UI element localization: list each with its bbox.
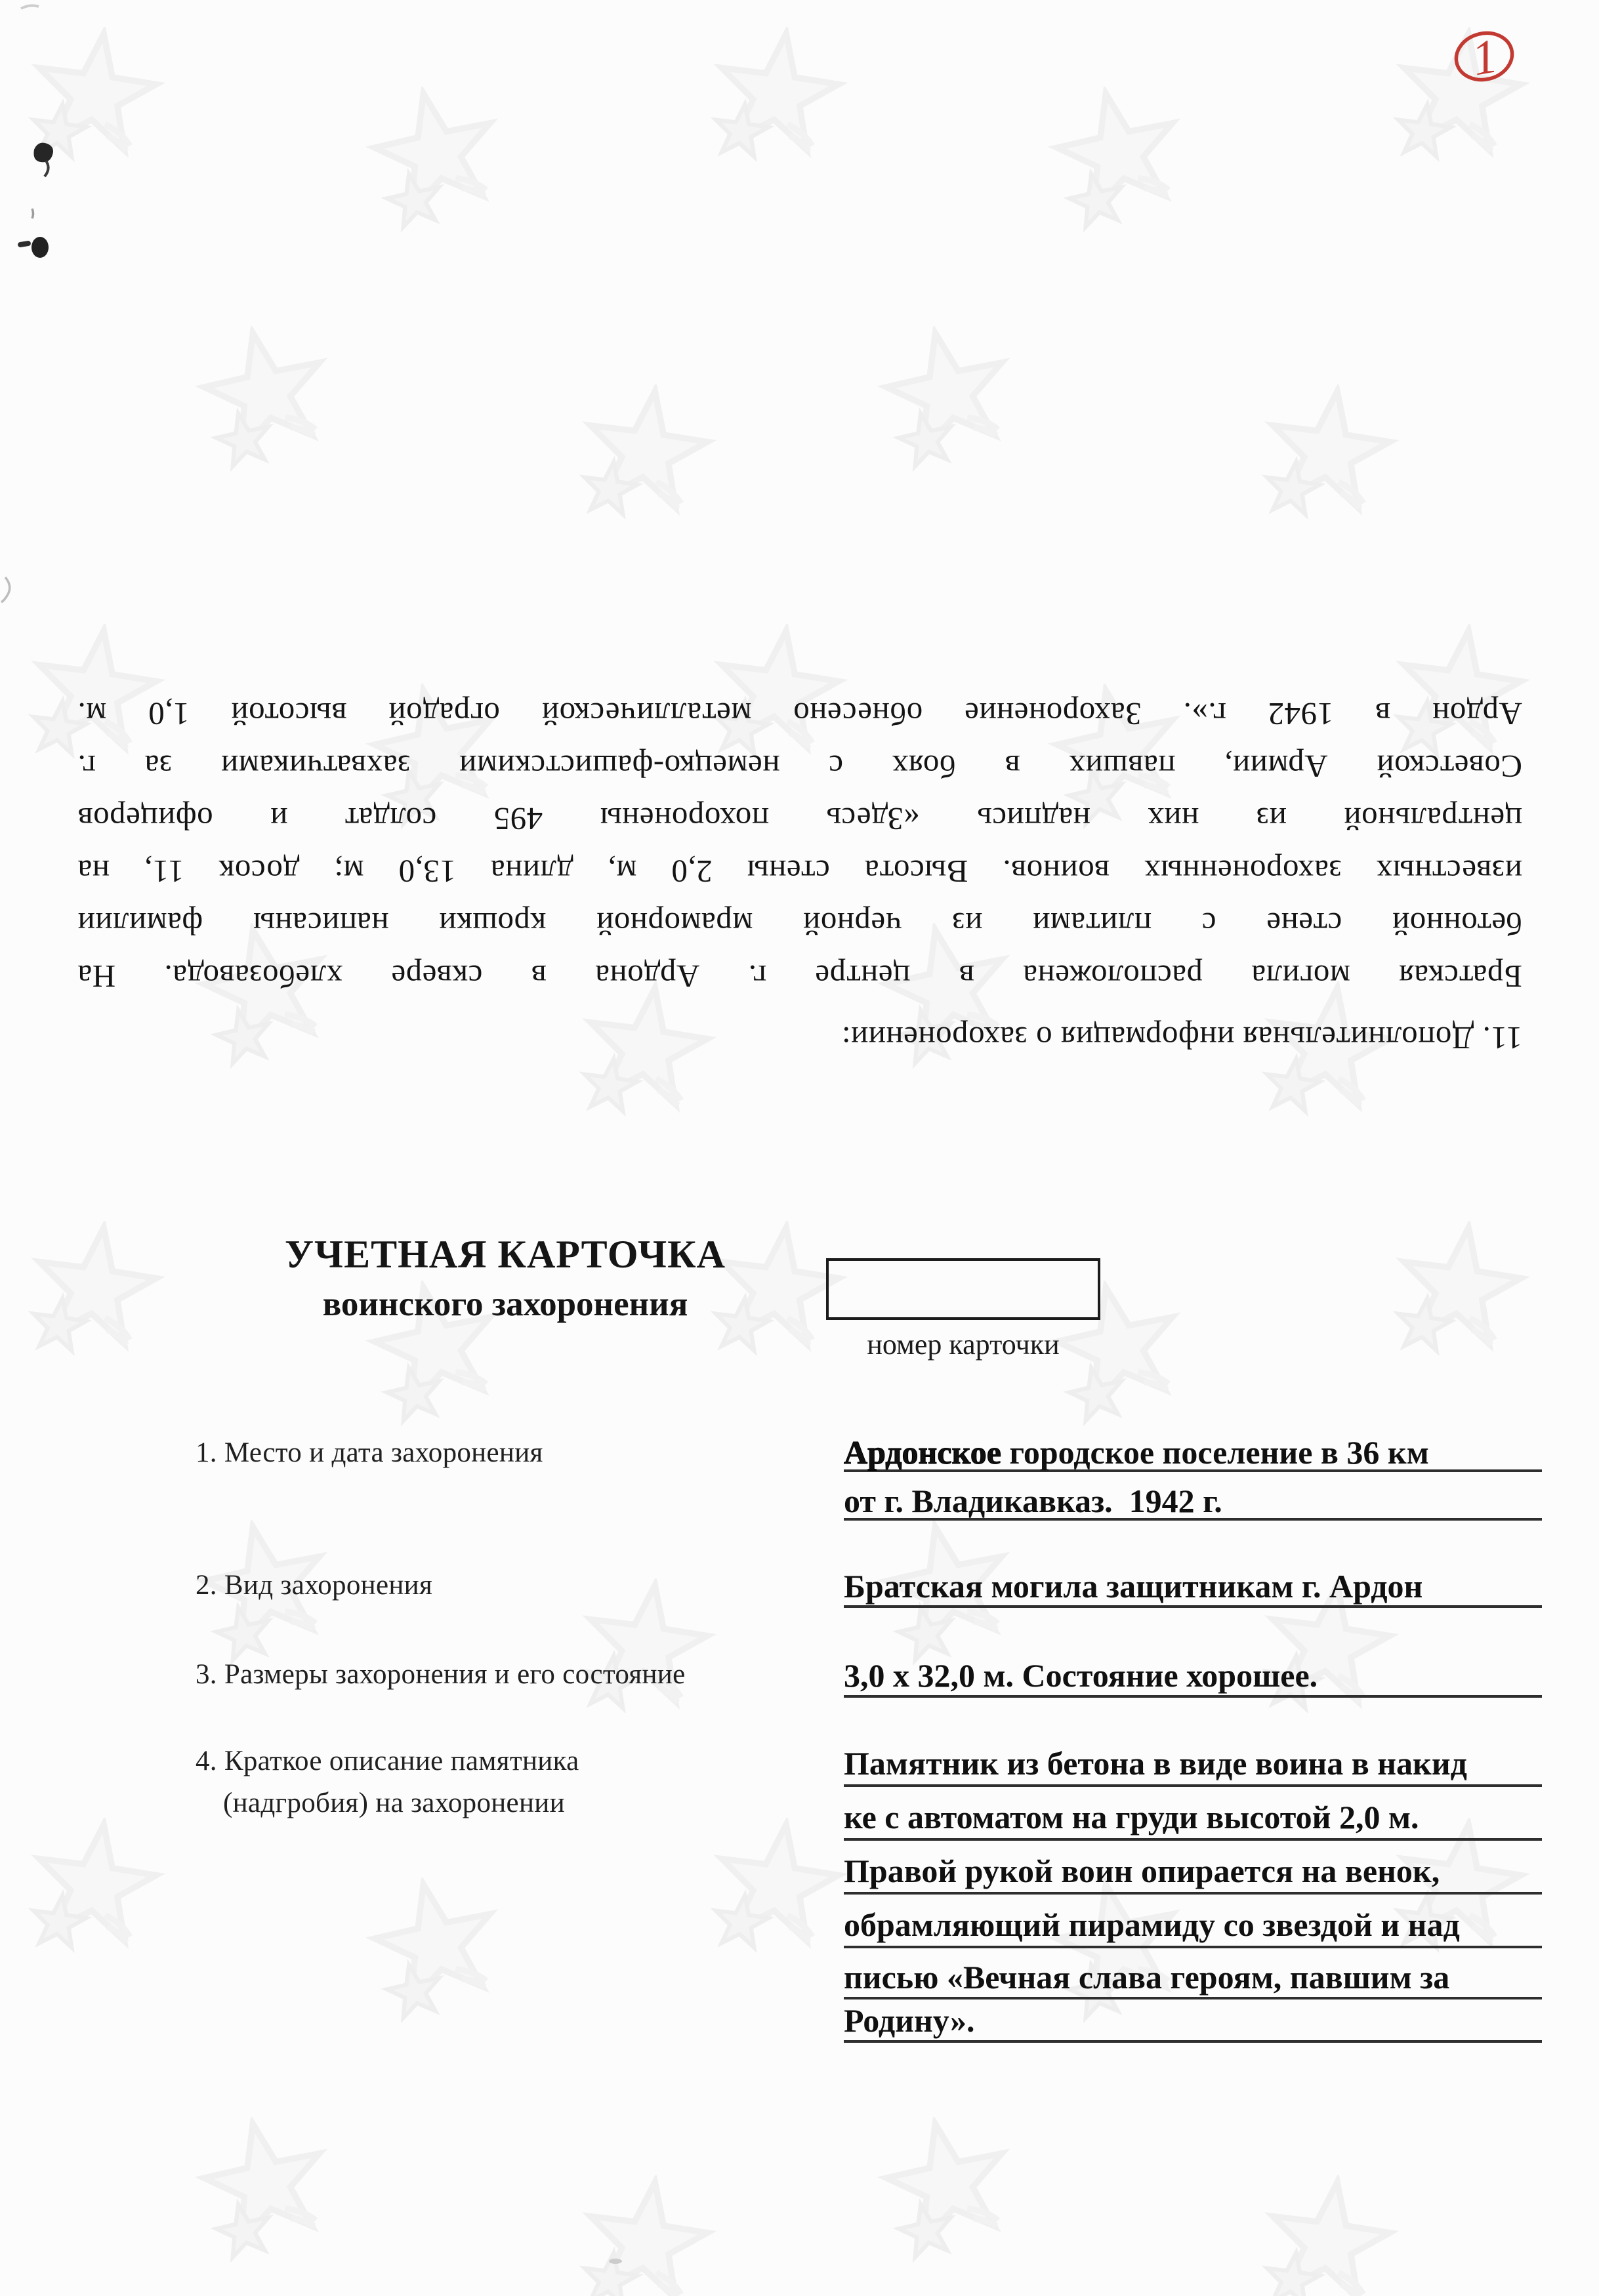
watermark-star-icon bbox=[699, 1808, 855, 1963]
field-value-row bbox=[844, 1657, 1542, 1698]
watermark-star-icon bbox=[568, 1568, 724, 1724]
note-line: известных захороненных воинов. Высота стены 2,0 м, длина 13,0 м; досок 11, на bbox=[77, 853, 1522, 890]
watermark-star-icon bbox=[1382, 1211, 1537, 1366]
scan-ink-marks bbox=[0, 0, 85, 630]
field-label-monument-description-2: (надгробия) на захоронении bbox=[223, 1788, 565, 1818]
field-value-row bbox=[844, 1568, 1542, 1608]
pen-tick-mark bbox=[32, 209, 33, 218]
handwritten-page-number: 1 bbox=[1468, 29, 1502, 87]
value-text: Памятник из бетона в виде воина в накид bbox=[844, 1745, 1467, 1782]
watermark-star-icon bbox=[184, 312, 347, 475]
field-value-row bbox=[844, 2002, 1542, 2043]
field-label-monument-description: 4. Краткое описание памятника bbox=[196, 1746, 579, 1776]
value-text: 3,0 х 32,0 м. Состояние хорошее. bbox=[844, 1657, 1318, 1694]
pen-stroke-mark bbox=[1, 577, 10, 602]
note-line: центральной из них надпись «Здесь похоронены 495 солдат и офицеров bbox=[77, 801, 1522, 837]
ink-dash-icon bbox=[17, 240, 31, 247]
field-value-row bbox=[844, 1853, 1542, 1895]
value-text: Братская могила защитникам г. Ардон bbox=[844, 1568, 1423, 1605]
field-value-row bbox=[844, 1483, 1542, 1521]
note-item-11-heading: 11. Дополнительная информация о захоронении: bbox=[841, 1020, 1522, 1056]
watermark-star-icon bbox=[568, 2165, 724, 2296]
ink-dot-icon bbox=[31, 237, 49, 258]
value-text: Правой рукой воин опирается на венок, bbox=[844, 1853, 1440, 1889]
value-text: ке с автоматом на груди высотой 2,0 м. bbox=[844, 1799, 1419, 1835]
watermark-star-icon bbox=[17, 1808, 173, 1963]
field-value-row bbox=[844, 1799, 1542, 1841]
page-number-annotation bbox=[1441, 17, 1539, 102]
watermark-star-icon bbox=[1037, 72, 1200, 236]
note-line: бетонной стене с плитами из черной мраморной крошки написаны фамилии bbox=[77, 906, 1522, 942]
value-text: от г. Владикавказ. 1942 г. bbox=[844, 1483, 1222, 1519]
field-value-row bbox=[844, 1906, 1542, 1948]
card-number-caption: номер карточки bbox=[867, 1328, 1060, 1361]
card-number-box bbox=[826, 1258, 1100, 1320]
watermark-star-icon bbox=[1251, 375, 1406, 530]
watermark-star-icon bbox=[1251, 2165, 1406, 2296]
scan-speck-bottom bbox=[604, 2255, 630, 2268]
value-text: обрамляющий пирамиду со звездой и над bbox=[844, 1906, 1460, 1943]
card-subtitle: воинского захоронения bbox=[322, 1285, 688, 1323]
field-label-place-date: 1. Место и дата захоронения bbox=[196, 1437, 543, 1468]
watermark-star-icon bbox=[568, 375, 724, 530]
value-lead: Ардонское bbox=[844, 1434, 1001, 1471]
scan-speck bbox=[21, 6, 39, 9]
ink-blot-tail bbox=[45, 161, 49, 176]
value-text: писью «Вечная слава героям, павшим за bbox=[844, 1959, 1450, 1996]
watermark-star-icon bbox=[184, 2102, 347, 2266]
field-label-burial-type: 2. Вид захоронения bbox=[196, 1570, 433, 1601]
value-text: Родину». bbox=[844, 2002, 975, 2039]
note-line: Братская могила расположена в центре г. Ардона в сквере хлебозавода. На bbox=[77, 958, 1522, 994]
watermark-star-icon bbox=[17, 1211, 173, 1366]
watermark-star-icon bbox=[866, 312, 1029, 475]
watermark-star-icon bbox=[354, 1863, 518, 2026]
inverted-note-section bbox=[77, 687, 1522, 1064]
value-text: городское поселение в 36 км bbox=[1001, 1434, 1429, 1471]
field-label-size-condition: 3. Размеры захоронения и его состояние bbox=[196, 1659, 686, 1690]
watermark-star-icon bbox=[866, 2102, 1029, 2266]
watermark-star-icon bbox=[354, 72, 518, 236]
note-line: Ардон в 1942 г.». Захоронение обнесено металлической оградой высотой 1,0 м. bbox=[77, 696, 1522, 732]
card-title: УЧЕТНАЯ КАРТОЧКА bbox=[285, 1233, 726, 1276]
note-line: Советской Армии, павших в боях с немецко-фашистскими захватчиками за г. bbox=[77, 748, 1522, 785]
field-value-row bbox=[844, 1745, 1542, 1787]
watermark-star-icon bbox=[699, 17, 855, 173]
ink-blot-icon bbox=[33, 143, 53, 163]
field-value-row bbox=[844, 1434, 1542, 1472]
field-value-row bbox=[844, 1959, 1542, 1999]
